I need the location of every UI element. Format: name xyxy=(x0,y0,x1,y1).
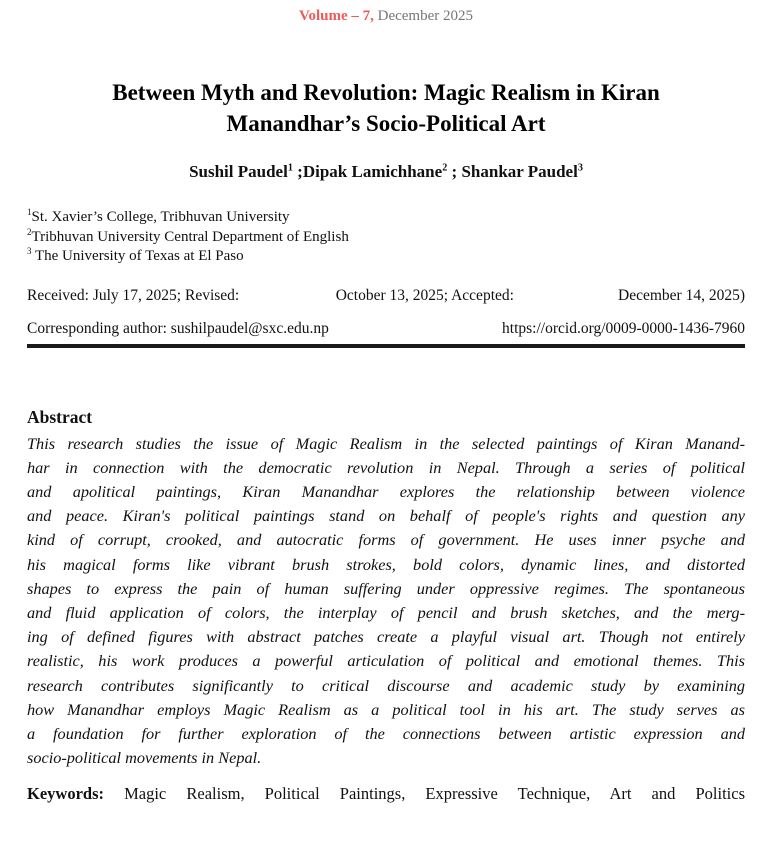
author-name: Sushil Paudel xyxy=(189,162,288,181)
author-separator: ; xyxy=(292,162,303,181)
affiliation-line xyxy=(27,247,745,267)
corresponding-author-email: Corresponding author: sushilpaudel@sxc.edu.np xyxy=(27,319,329,337)
affiliation-text: St. Xavier’s College, Tribhuvan University xyxy=(31,209,290,225)
abstract-line: how Manandhar employs Magic Realism as a political tool in his art. The study serves as xyxy=(27,699,745,719)
affiliation-sup: 2 xyxy=(27,226,32,237)
authors-line xyxy=(27,162,745,182)
issue-date: December 2025 xyxy=(373,8,473,24)
received-date: Received: July 17, 2025; Revised: xyxy=(27,286,240,304)
abstract-line: his magical forms like vibrant brush strokes, bold colors, dynamic lines, and distorted xyxy=(27,554,745,574)
double-rule-divider xyxy=(27,344,745,348)
affiliation-text: The University of Texas at El Paso xyxy=(31,248,244,264)
affiliation-line xyxy=(27,208,745,228)
keywords-line xyxy=(27,783,745,804)
abstract-line: realistic, his work produces a powerful articulation of political and emotional themes. This xyxy=(27,651,745,671)
abstract-line: kind of corrupt, crooked, and autocratic forms of government. He uses inner psyche and xyxy=(27,530,745,550)
paper-title xyxy=(27,77,745,139)
affiliation-sup: 3 xyxy=(27,246,32,256)
journal-header xyxy=(27,7,745,25)
orcid-link: https://orcid.org/0009-0000-1436-7960 xyxy=(502,319,745,337)
paper-title-line2: Manandhar’s Socio-Political Art xyxy=(226,111,546,136)
accepted-date: December 14, 2025) xyxy=(618,286,745,304)
abstract-body xyxy=(27,432,745,771)
revised-date: October 13, 2025; Accepted: xyxy=(335,286,514,304)
abstract-line: and apolitical paintings, Kiran Manandhar explores the relationship between violence xyxy=(27,481,745,501)
author-separator: ; xyxy=(447,162,462,181)
abstract-line: and peace. Kiran's political paintings stand on behalf of people's rights and question any xyxy=(27,506,745,526)
dates-row xyxy=(27,287,745,304)
affiliation-sup: 1 xyxy=(27,207,32,217)
affiliation-line xyxy=(27,228,745,248)
affiliations-block xyxy=(27,208,745,267)
abstract-line: ing of defined figures with abstract patches create a playful visual art. Though not entirely xyxy=(27,627,745,647)
author-sup: 2 xyxy=(442,162,448,174)
affiliation-text: Tribhuvan University Central Department of English xyxy=(31,228,349,245)
author-name: Shankar Paudel xyxy=(461,162,578,181)
abstract-line: a foundation for further exploration of the connections between artistic expression and xyxy=(27,723,745,743)
correspondence-row xyxy=(27,320,745,337)
author-name: Dipak Lamichhane xyxy=(302,162,443,181)
abstract-line: shapes to express the pain of human suffering under oppressive regimes. The spontaneous xyxy=(27,578,745,598)
abstract-line: socio-political movements in Nepal. xyxy=(27,748,262,768)
author-sup: 3 xyxy=(577,162,583,174)
abstract-heading: Abstract xyxy=(27,406,93,427)
volume-label: Volume – 7, xyxy=(298,8,374,24)
paper-title-line1: Between Myth and Revolution: Magic Realism in Kiran xyxy=(112,80,660,105)
keywords-label: Keywords: xyxy=(27,784,104,804)
keywords-text: Magic Realism, Political Paintings, Expressive Technique, Art and Politics xyxy=(104,784,745,804)
abstract-line: har in connection with the democratic revolution in Nepal. Through a series of political xyxy=(27,457,745,477)
abstract-line: research contributes significantly to critical discourse and academic study by examining xyxy=(27,675,745,695)
author-sup: 1 xyxy=(287,162,293,174)
abstract-line: and fluid application of colors, the interplay of pencil and brush sketches, and the merg- xyxy=(27,602,745,622)
abstract-line: This research studies the issue of Magic Realism in the selected paintings of Kiran Manand- xyxy=(27,433,745,453)
